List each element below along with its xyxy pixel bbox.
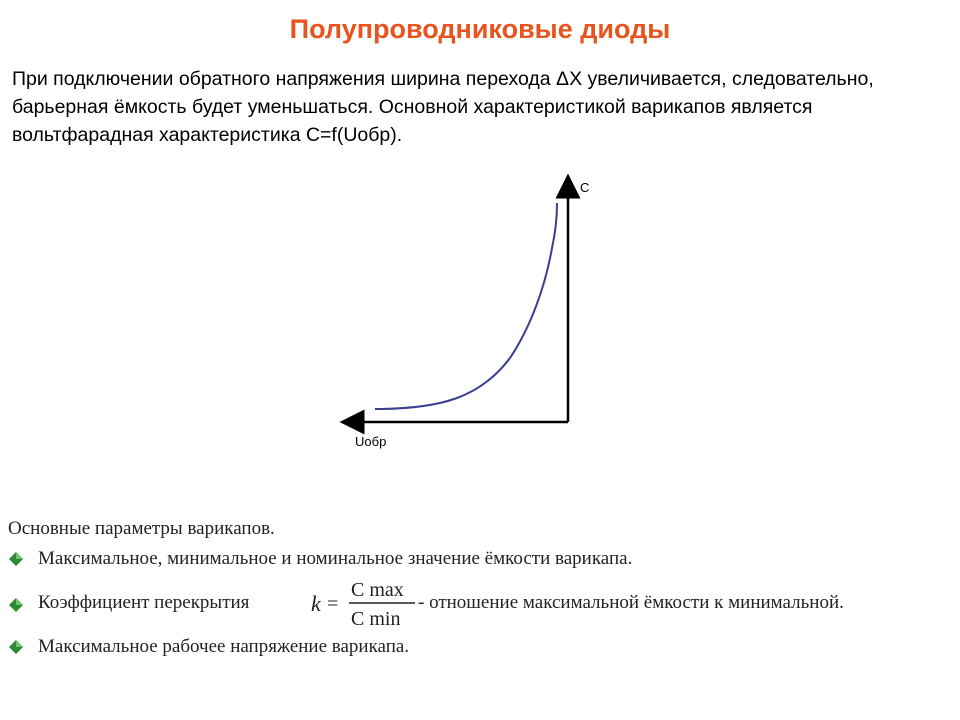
green-diamond-bullet-icon: [8, 594, 24, 616]
green-diamond-bullet-icon: [8, 548, 24, 570]
intro-text: При подключении обратного напряжения ширина перехода ΔX увеличивается, следовательно, барьерная ёмкость будет уменьшаться. Основной характеристикой варикапов является вольтфарадная характеристика C=f(Uобр).: [12, 68, 874, 146]
formula-denominator: C min: [351, 608, 401, 630]
green-diamond-bullet-icon: [8, 636, 24, 658]
parameter-text: Максимальное рабочее напряжение варикапа.: [38, 636, 410, 657]
formula-lhs: k: [311, 591, 321, 616]
capacitance-curve: [375, 203, 557, 409]
cv-characteristic-graph: [330, 168, 600, 458]
intro-paragraph: [12, 65, 947, 149]
parameters-heading: Основные параметры варикапов.: [8, 518, 275, 539]
formula-numerator: C max: [351, 579, 404, 601]
overlap-coefficient-formula: [311, 574, 421, 634]
parameter-text: Коэффициент перекрытия: [38, 592, 250, 613]
y-axis-label: C: [580, 180, 590, 195]
x-axis-label: Uобр: [355, 434, 387, 449]
slide-title: Полупроводниковые диоды: [289, 14, 671, 44]
formula-equals: =: [327, 593, 339, 615]
parameter-text: - отношение максимальной ёмкости к минимальной.: [418, 592, 844, 613]
parameter-text: Максимальное, минимальное и номинальное значение ёмкости варикапа.: [38, 548, 633, 569]
